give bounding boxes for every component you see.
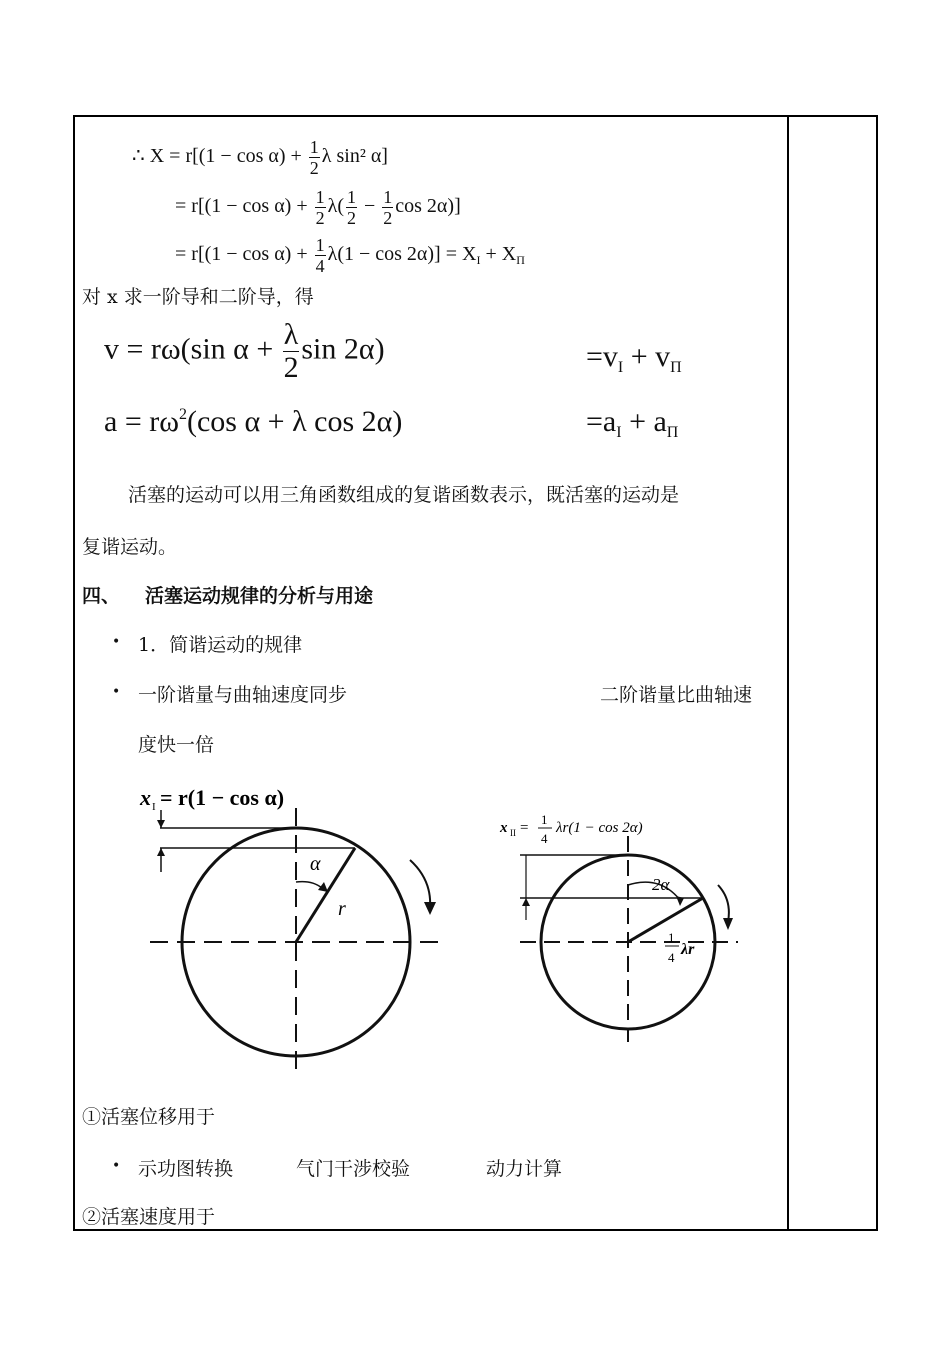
bullet-dot: • bbox=[112, 1158, 121, 1174]
eq-text: a = rω bbox=[104, 405, 179, 438]
frac-num: 1 bbox=[309, 137, 319, 157]
right-dim-arrowhead bbox=[522, 898, 530, 906]
section-number: 四、 bbox=[82, 585, 121, 607]
frac-den: 2 bbox=[383, 208, 393, 228]
left-angle-arc bbox=[296, 882, 322, 888]
eq-text: + X bbox=[480, 243, 517, 266]
left-formula-sub: I bbox=[152, 801, 156, 813]
frac-num: 1 bbox=[383, 187, 393, 207]
item-1-displacement: ①活塞位移用于 bbox=[82, 1106, 216, 1128]
eq-text: = r[(1 − cos α) + bbox=[175, 195, 313, 218]
left-formula-x: x bbox=[140, 785, 151, 810]
subscript: Π bbox=[666, 424, 679, 441]
right-formula-eq: = bbox=[520, 820, 529, 836]
left-dim-arrowhead-bottom bbox=[157, 848, 165, 856]
left-figure bbox=[139, 785, 442, 1078]
left-dim-arrowhead-top bbox=[157, 820, 165, 828]
frac-den: 2 bbox=[309, 158, 319, 178]
frac-num: λ bbox=[283, 318, 299, 351]
eq-text: (cos α + λ cos 2α) bbox=[186, 405, 403, 438]
right-figure bbox=[499, 812, 738, 1042]
eq-text: = r[(1 − cos α) + bbox=[175, 243, 313, 266]
eq-text: λ( bbox=[327, 195, 344, 218]
frac-num: 1 bbox=[346, 187, 356, 207]
use-dynamics-calc: 动力计算 bbox=[486, 1158, 563, 1180]
right-formula-rest: λr(1 − cos 2α) bbox=[556, 820, 643, 836]
eq-text: sin 2α) bbox=[301, 332, 385, 366]
right-formula-sub: II bbox=[510, 828, 516, 838]
frac-den: 2 bbox=[283, 351, 299, 384]
eq-text: =a bbox=[586, 405, 617, 438]
frac-num: 1 bbox=[315, 187, 325, 207]
left-radius-label: r bbox=[338, 898, 346, 920]
bullet-item-1: 1．简谐运动的规律 bbox=[138, 634, 303, 656]
left-rotation-arrowhead bbox=[424, 902, 436, 915]
right-formula-x: x bbox=[500, 820, 508, 836]
subscript: Π bbox=[516, 253, 525, 268]
right-rotation-arc bbox=[718, 885, 729, 922]
eq-text: − bbox=[358, 195, 381, 218]
bullet-dot: • bbox=[112, 684, 121, 700]
right-radius-label: λr bbox=[681, 941, 695, 958]
subscript: I bbox=[617, 359, 624, 376]
right-crank-radius bbox=[628, 898, 703, 942]
right-angle-label: 2α bbox=[652, 875, 670, 894]
bullet-item-2-continued: 度快一倍 bbox=[138, 734, 215, 756]
left-angle-label: α bbox=[310, 853, 321, 875]
eq-text: + v bbox=[623, 340, 671, 373]
bullet-item-2-right: 二阶谐量比曲轴速 bbox=[600, 684, 753, 706]
left-rotation-arc bbox=[410, 860, 430, 908]
paragraph-line1: 活塞的运动可以用三角函数组成的复谐函数表示，既活塞的运动是 bbox=[128, 484, 680, 506]
eq-text: =v bbox=[586, 340, 618, 373]
right-radius-frac-num: 1 bbox=[668, 930, 675, 945]
left-crank-radius bbox=[296, 848, 355, 942]
derivative-note: 对 x 求一阶导和二阶导，得 bbox=[82, 286, 314, 308]
subscript: I bbox=[476, 253, 481, 268]
use-valve-check: 气门干涉校验 bbox=[296, 1158, 411, 1180]
right-rotation-arrowhead bbox=[723, 918, 733, 930]
right-frac-den: 4 bbox=[541, 831, 548, 846]
frac-den: 2 bbox=[315, 208, 325, 228]
item-2-velocity: ②活塞速度用于 bbox=[82, 1206, 216, 1228]
left-formula-rest: = r(1 − cos α) bbox=[160, 785, 285, 810]
bullet-dot: • bbox=[112, 634, 121, 650]
eq-text: cos 2α)] bbox=[395, 195, 461, 218]
use-indicator-diagram: 示功图转换 bbox=[138, 1158, 234, 1180]
right-radius-frac-den: 4 bbox=[668, 950, 675, 965]
superscript: 2 bbox=[178, 406, 187, 423]
bullet-item-2-left: 一阶谐量与曲轴速度同步 bbox=[138, 684, 348, 706]
eq-text: λ sin² α] bbox=[321, 145, 388, 168]
frac-den: 4 bbox=[315, 256, 325, 276]
eq-text: λ(1 − cos 2α)] = X bbox=[327, 243, 477, 266]
paragraph-line2: 复谐运动。 bbox=[82, 536, 178, 558]
frac-num: 1 bbox=[315, 235, 325, 255]
subscript: I bbox=[616, 424, 622, 441]
eq-text: ∴ X = r[(1 − cos α) + bbox=[132, 145, 307, 168]
subscript: Π bbox=[670, 359, 682, 376]
eq-text: v = rω(sin α + bbox=[104, 332, 281, 366]
eq-text: + a bbox=[621, 405, 667, 438]
right-frac-num: 1 bbox=[541, 812, 548, 827]
frac-den: 2 bbox=[346, 208, 356, 228]
section-title: 活塞运动规律的分析与用途 bbox=[145, 585, 374, 607]
